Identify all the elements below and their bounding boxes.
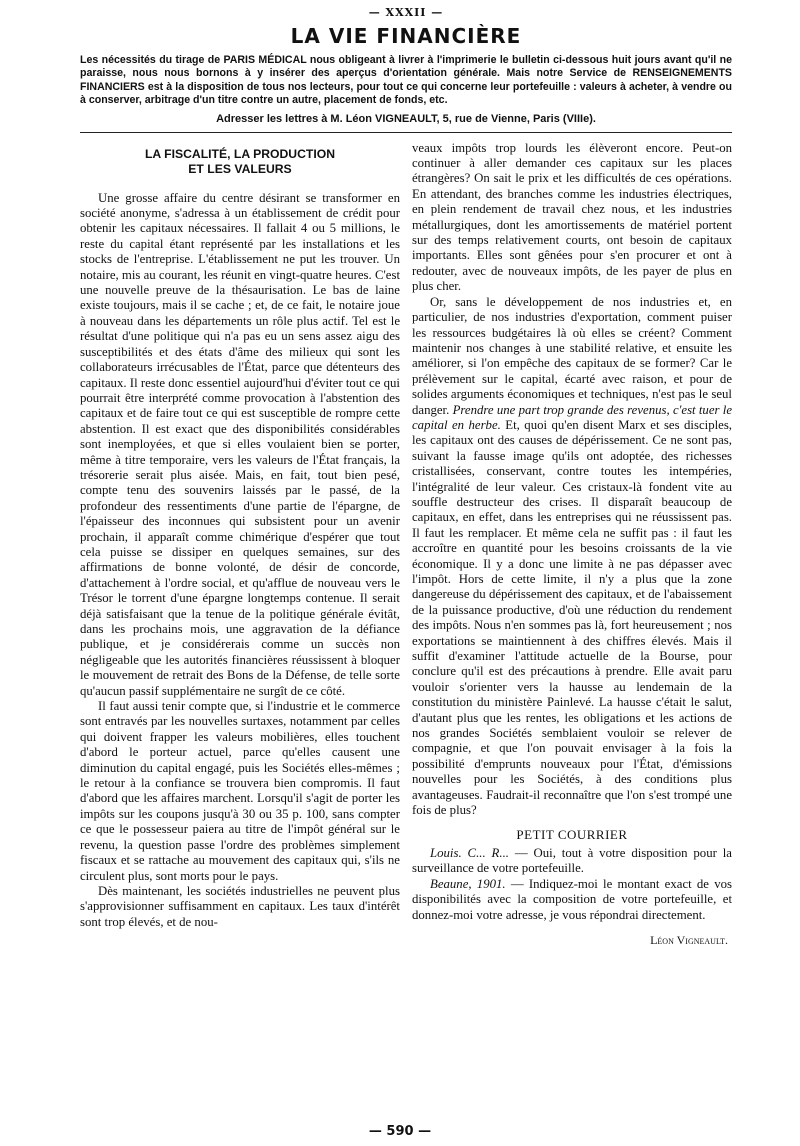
- page-number: — 590 —: [368, 1124, 432, 1139]
- article-paragraph: veaux impôts trop lourds les élèveront encore. Peut-on continuer à aller demander ces capitaux sur les places étrangères? On sait le prix et les difficultés de ces opérations. En attendant, des branches comme les industries électriques, en plein rendement de travail chez nous, et les industries métallurgiques, dont les amortissements de matériel portent sur des temps relativement courts, ont besoin de capitaux importants. Elles sont gênées pour s'en procurer et ont à redouter, avec de nouveaux impôts, de les payer de plus en plus cher.: [412, 140, 732, 294]
- courrier-entry: [412, 877, 732, 923]
- article-title: [80, 147, 400, 177]
- header-divider: [80, 132, 732, 133]
- italic-quote: Prendre une part trop grande des revenus, c'est tuer le capital en herbe.: [412, 402, 732, 432]
- contact-address: Adresser les lettres à M. Léon VIGNEAULT, 5, rue de Vienne, Paris (VIIIe).: [216, 112, 596, 125]
- page-marker: — XXXII —: [368, 6, 444, 19]
- courrier-reply: — Indiquez-moi le montant exact de vos disponibilités avec la composition de votre portefeuille, et donnez-moi votre adresse, je vous répondrai directement.: [412, 876, 732, 922]
- article-paragraph: [412, 295, 732, 819]
- article-paragraph: Dès maintenant, les sociétés industrielles ne peuvent plus s'approvisionner suffisamment en capitaux. Les taux d'intérêt sont trop élevés, et de nou-: [80, 883, 400, 929]
- intro-notice: Les nécessités du tirage de PARIS MÉDICAL nous obligeant à livrer à l'imprimerie le bulletin ci-dessous huit jours avant qu'il ne paraisse, nous nous bornons à y insérer des aperçus d'orientation générale. Mais notre Service de RENSEIGNEMENTS FINANCIERS est à la disposition de tous nos lecteurs, pour tout ce qui concerne leur portefeuille : valeurs à acheter, à vendre ou à conserver, arbitrage d'un titre contre un autre, placement de fonds, etc.: [80, 54, 732, 107]
- article-title-line-1: LA FISCALITÉ, LA PRODUCTION: [144, 146, 336, 161]
- article-paragraph: Une grosse affaire du centre désirant se transformer en société anonyme, s'adressa à un établissement de crédit pour obtenir les capitaux nécessaires. Il fallait 4 ou 5 millions, le reste du capital étant représenté par les installations et les stocks de l'entreprise. L'établissement ne put les trouver. Un notaire, mis au courant, les réunit en vingt-quatre heures. C'est une nouvelle preuve de la thésaurisation. Le bas de laine existe toujours, mais il se cache ; et, de ce fait, le notaire joue à nouveau dans les départements un rôle plus actif. Tel est le résultat d'une politique qui n'a pas eu un sens assez aigu des susceptibilités et des états d'âme des milieux qui sont les collaborateurs irrécusables de l'État, parce que détenteurs des capitaux. Il reste donc essentiel aujourd'hui d'éviter tout ce qui pourrait être interprété comme provocation à l'abstention des capitaux et de faire tout ce qui est susceptible de rompre cette abstention. Il est exact que des disponibilités considérables sont inemployées, et que si elles voulaient bien se porter, même à titre temporaire, vers les valeurs de l'État français, la trésorerie serait plus aisée. Mais, en fait, tout bien pesé, compte tenu des souvenirs laissés par le passé, de la profondeur des ressentiments d'une partie de l'épargne, de l'épaisseur des inconnues qui subsistent pour un avenir prochain, il apparaît comme chimérique d'espérer que tout cela puisse se dissiper en quelques semaines, sur des affirmations de bonne volonté, de désir de concorde, d'attachement à l'ordre social, et qu'afflue de nouveau vers le Trésor le torrent d'une épargne longtemps contenue. Il serait déjà satisfaisant que la tenue de la politique générale évitât, dans les prochains mois, une aggravation de la défiance publique, et je considérerais comme un succès non négligeable que les autorités financières réussissent à bloquer le mouvement de retrait des Bons de la Défense, de telle sorte qu'aucun passif supplémentaire ne surgît de ce côté.: [80, 190, 400, 698]
- courrier-entry: [412, 846, 732, 877]
- paragraph-text: Or, sans le développement de nos industries et, en particulier, de nos industries d'exportation, comment puiser les ressources budgétaires là où elles se créent? Comment maintenir nos changes à une stabilité relative, et ensuite les améliorer, si l'on empêche des capitaux de se former? Car le prélèvement sur le capital, écarté avec raison, et pour de solides arguments économiques et techniques, n'est pas le seul danger.: [412, 294, 732, 417]
- left-column: [80, 141, 400, 949]
- correspondent-name: Louis. C... R...: [430, 845, 509, 860]
- article-title-line-2: ET LES VALEURS: [188, 161, 292, 176]
- article-columns: [80, 141, 732, 949]
- author-signature: Léon Vigneault.: [650, 932, 728, 947]
- section-title: LA VIE FINANCIÈRE: [290, 24, 522, 48]
- correspondent-name: Beaune, 1901.: [430, 876, 506, 891]
- paragraph-text: Et, quoi qu'en disent Marx et ses disciples, les capitaux ont des causes de dépérissement. Ce ne sont pas, suivant la fausse image qu'ils ont adoptée, des richesses cristallisées, conservant, contre toutes les intempéries, l'intégralité de leur valeur. Ces cristaux-là fondent vite au souffle destructeur des crises. Il disparaît beaucoup de capitaux, en effet, dans les entreprises qui ne réussissent pas. Il faut les remplacer. Et même cela ne suffit pas : il faut les accroître en quantité pour les besoins croissants de la vie économique. Il y a donc une limite à ne pas dépasser avec l'impôt. Hors de cette limite, il n'y a plus que la zone dangereuse du dépérissement des capitaux, et de l'abaissement de la puissance productive, d'où une réduction du rendement des impôts. Nous n'en sommes pas là, fort heureusement ; nos exportations se maintiennent à des chiffres élevés. Mais il suffit d'examiner l'attitude actuelle de la Bourse, pour conclure qu'il est des précautions à prendre. Elle avait paru vouloir s'orienter vers la hausse au lendemain de la constitution du ministère Painlevé. La hausse c'était le salut, d'autant plus que les rentes, les obligations et les actions de nos grandes Sociétés semblaient vouloir se relever de compagnie, et que l'on pouvait envisager à la fois la possibilité d'emprunts nouveaux pour l'État, d'émissions nouvelles pour les Sociétés, à des conditions plus avantageuses. Faudrait-il reconnaître que l'on s'est trompé une fois de plus?: [412, 417, 733, 818]
- courrier-heading: PETIT COURRIER: [516, 826, 628, 842]
- article-paragraph: Il faut aussi tenir compte que, si l'industrie et le commerce sont entravés par les nouvelles surtaxes, notamment par celles qui doivent frapper les valeurs mobilières, elles touchent d'abord le porteur actuel, parce qu'elles causent une diminution du capital engagé, puis les Sociétés elles-mêmes ; le retour à la confiance se trouvera bien compromis. Il faut d'abord que les affaires marchent. Lorsqu'il s'agit de porter les impôts sur les coupons jusqu'à 30 ou 35 p. 100, sans compter ce que le possesseur paiera au titre de l'impôt général sur le revenu, la question passe l'ordre des problèmes simplement fiscaux et se rattache au mouvement des capitaux qui, s'ils ne circulent plus, sont morts pour le pays.: [80, 699, 400, 883]
- courrier-reply: — Oui, tout à votre disposition pour la surveillance de votre portefeuille.: [412, 845, 732, 876]
- right-column: [412, 141, 732, 949]
